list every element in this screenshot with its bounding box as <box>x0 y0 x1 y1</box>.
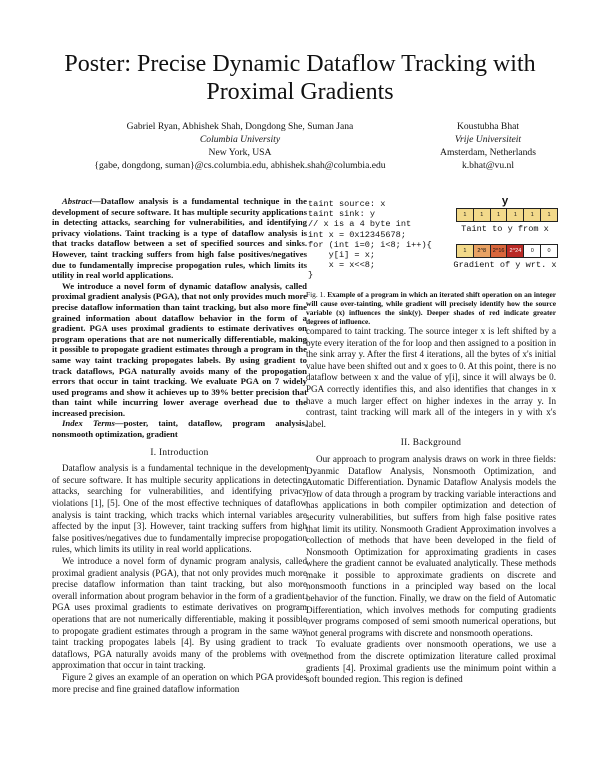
author-affiliation: Vrije Universiteit <box>454 134 522 145</box>
figure-1 <box>306 196 556 288</box>
author-location: Amsterdam, Netherlands <box>440 147 536 158</box>
paper-title <box>0 50 600 106</box>
gradient-cell: 2^16 <box>491 245 508 257</box>
intro-paragraph-1: Dataflow analysis is a fundamental technique in the development of secure software. It has multiple security applications in detecting attacks, searching for vulnerabilities, and identifying privacy violations [1], [5]. One of the most effective techniques of dataflow analysis is taint tracking, which tracks which internal variables are affected by the input [3]. However, taint tracking suffers from high false positives/negatives due to fundamentally imprecise propogation rules, which limits its utility in real world applications. <box>52 463 307 555</box>
code-line: } <box>308 270 314 281</box>
taint-cell: 1 <box>524 209 541 221</box>
author-names: Koustubha Bhat <box>456 121 520 132</box>
title-line-1: Poster: Precise Dynamic Dataflow Tracking with <box>64 51 536 77</box>
taint-cell: 1 <box>541 209 557 221</box>
intro-paragraph-3: Figure 2 gives an example of an operation on which PGA provides more precise and fine grained dataflow information <box>52 671 307 694</box>
index-terms <box>52 418 307 439</box>
author-affiliation: Columbia University <box>199 134 281 145</box>
intro-paragraph-2: We introduce a novel form of dynamic program analysis, called proximal gradient analysis (PGA), that not only provides much more precise dataflow information than taint tracking, but also more overall information about program behavior in the form of a gradient. PGA uses proximal gradients to estimate derivatives on program operations that are not numerically differentiable, making it possible to propogate gradient estimates through a program in the same way taint tracking propogates labels [4]. By using gradient to track dataflows, PGA naturally avoids many of the problems with over approximation that occur in taint tracking. <box>52 556 307 671</box>
abstract-paragraph-2: We introduce a novel form of dynamic dataflow analysis, called proximal gradient analysis (PGA), that not only provides much more precise dataflow information than taint tracking, but also more fine grained information about dataflow behavior in the form of a gradient. PGA uses proximal gradients to estimate derivatives on program operations that are not numerically differentiable, making it possible to propogate gradient estimates through a program in the same way taint tracking propogates labels. By using gradient to track dataflows, PGA naturally avoids many of the propogation errors that occur in taint tracking. We evaluate PGA on 7 widely used programs and show it achieves up to 39% better precision that than taint while incurring lower average overhead due to the increased precision. <box>52 280 307 418</box>
index-terms-text: —poster, taint, dataflow, program analysis, nonsmooth optimization, gradient <box>52 418 308 440</box>
gradient-cell: 0 <box>541 245 557 257</box>
background-paragraph-1: Our approach to program analysis draws on work in three fields: Dyanmic Dataflow Analysis, Nonsmooth Optimization, and Automatic Differentiation. Dynamic Dataflow Analysis models the flow of data through a program by tracking variable interactions and has applications in both compiler optimization and detection of security vulnerabilities, but suffers from high false positive rates that limit its utility. Nonsmooth Gradient Approximation involves a collection of methods that have been developed in the field of Nonsmooth Optimization for approximating gradients in cases where the gradient cannot be evaluated analytically. These methods make it possible to approximate gradients on discrete and nonsmooth functions in a principled way based on the local behavior of the function. Finally, we draw on the field of Automatic Differentiation, which involves methods for computing gradients over programs composed of semi smooth numerical operations, but not general programs with discrete and nonsmooth operations. <box>306 453 556 638</box>
code-line: x = x<<8; <box>308 260 376 271</box>
index-terms-lead: Index Terms <box>62 418 115 429</box>
section-heading-background: II. Background <box>400 438 462 449</box>
right-paragraph-1: compared to taint tracking. The source integer x is left shifted by a byte every iteration of the for loop and then assigned to a position in the sink array y. After the first 4 iterations, all the bytes of x's initial value have been shifted out and x goes to 0. At this point, there is no dataflow between x and the value of y[i], since it will always be 0. PGA correctly identifies this, and also identifies that changes in x have a much larger effect on higher indexes in the array y. In contrast, taint tracking will mark all of the integers in y with x's label. <box>306 326 556 429</box>
abstract-lead: Abstract <box>62 196 92 206</box>
background-paragraph-2: To evaluate gradients over nonsmooth operations, we use a method from the discrete optimization literature called proximal gradients [4]. Proximal gradients use the minimum point within a soft bounded region. This region is defined <box>306 639 556 685</box>
figure-caption-text: Example of a program in which an iterated shift operation on an integer will cause over-tainting, while gradient will precisely identify how the source variable (x) influences the sink(y). Deeper shades of red indicate greater degrees of influence. <box>306 290 557 326</box>
abstract-text: —Dataflow analysis is a fundamental technique in the development of secure software. It has multiple security applications in detecting attacks, searching for vulnerabilities, and identifying privacy violations. Taint tracking is a type of dataflow analysis is that tracks dataflow between a set of specified sources and sinks. However, taint tracking suffers from high false positives/negatives due to fundamentally imprecise propogation rules, which limits its utility in real world applications. <box>52 196 307 281</box>
author-block-left <box>70 120 410 172</box>
taint-cell: 1 <box>457 209 474 221</box>
title-line-2: Proximal Gradients <box>206 79 394 105</box>
section-heading-introduction: I. Introduction <box>150 447 209 458</box>
taint-cell: 1 <box>491 209 508 221</box>
code-line: // x is a 4 byte int <box>308 219 412 230</box>
code-line: taint source: x <box>308 199 386 209</box>
gradient-cell: 2^8 <box>474 245 491 257</box>
code-line: for (int i=0; i<8; i++){ <box>308 239 432 250</box>
author-location: New York, USA <box>208 147 272 158</box>
array-label-y: y <box>501 196 509 208</box>
gradient-cell: 1 <box>457 245 474 257</box>
taint-array <box>456 208 558 222</box>
gradient-cell: 0 <box>524 245 541 257</box>
code-line: int x = 0x12345678; <box>308 229 406 240</box>
code-listing <box>308 199 432 281</box>
author-names: Gabriel Ryan, Abhishek Shah, Dongdong She, Suman Jana <box>126 121 354 132</box>
array-diagram <box>452 196 558 271</box>
gradient-caption: Gradient of y wrt. x <box>453 260 557 270</box>
author-block-right <box>418 120 558 172</box>
author-email: {gabe, dongdong, suman}@cs.columbia.edu, abhishek.shah@columbia.edu <box>94 160 386 171</box>
taint-caption: Taint to y from x <box>461 224 549 234</box>
abstract-paragraph-1 <box>52 196 307 281</box>
figure-caption-label: Fig. 1. <box>306 290 326 299</box>
figure-caption <box>306 290 556 326</box>
code-line: taint sink: y <box>308 209 376 220</box>
code-line: y[i] = x; <box>308 250 376 261</box>
left-column <box>52 196 307 695</box>
author-email: k.bhat@vu.nl <box>461 160 514 171</box>
taint-cell: 1 <box>507 209 524 221</box>
taint-cell: 1 <box>474 209 491 221</box>
gradient-cell: 2^24 <box>507 245 524 257</box>
gradient-array <box>456 244 558 258</box>
right-column <box>306 196 556 686</box>
